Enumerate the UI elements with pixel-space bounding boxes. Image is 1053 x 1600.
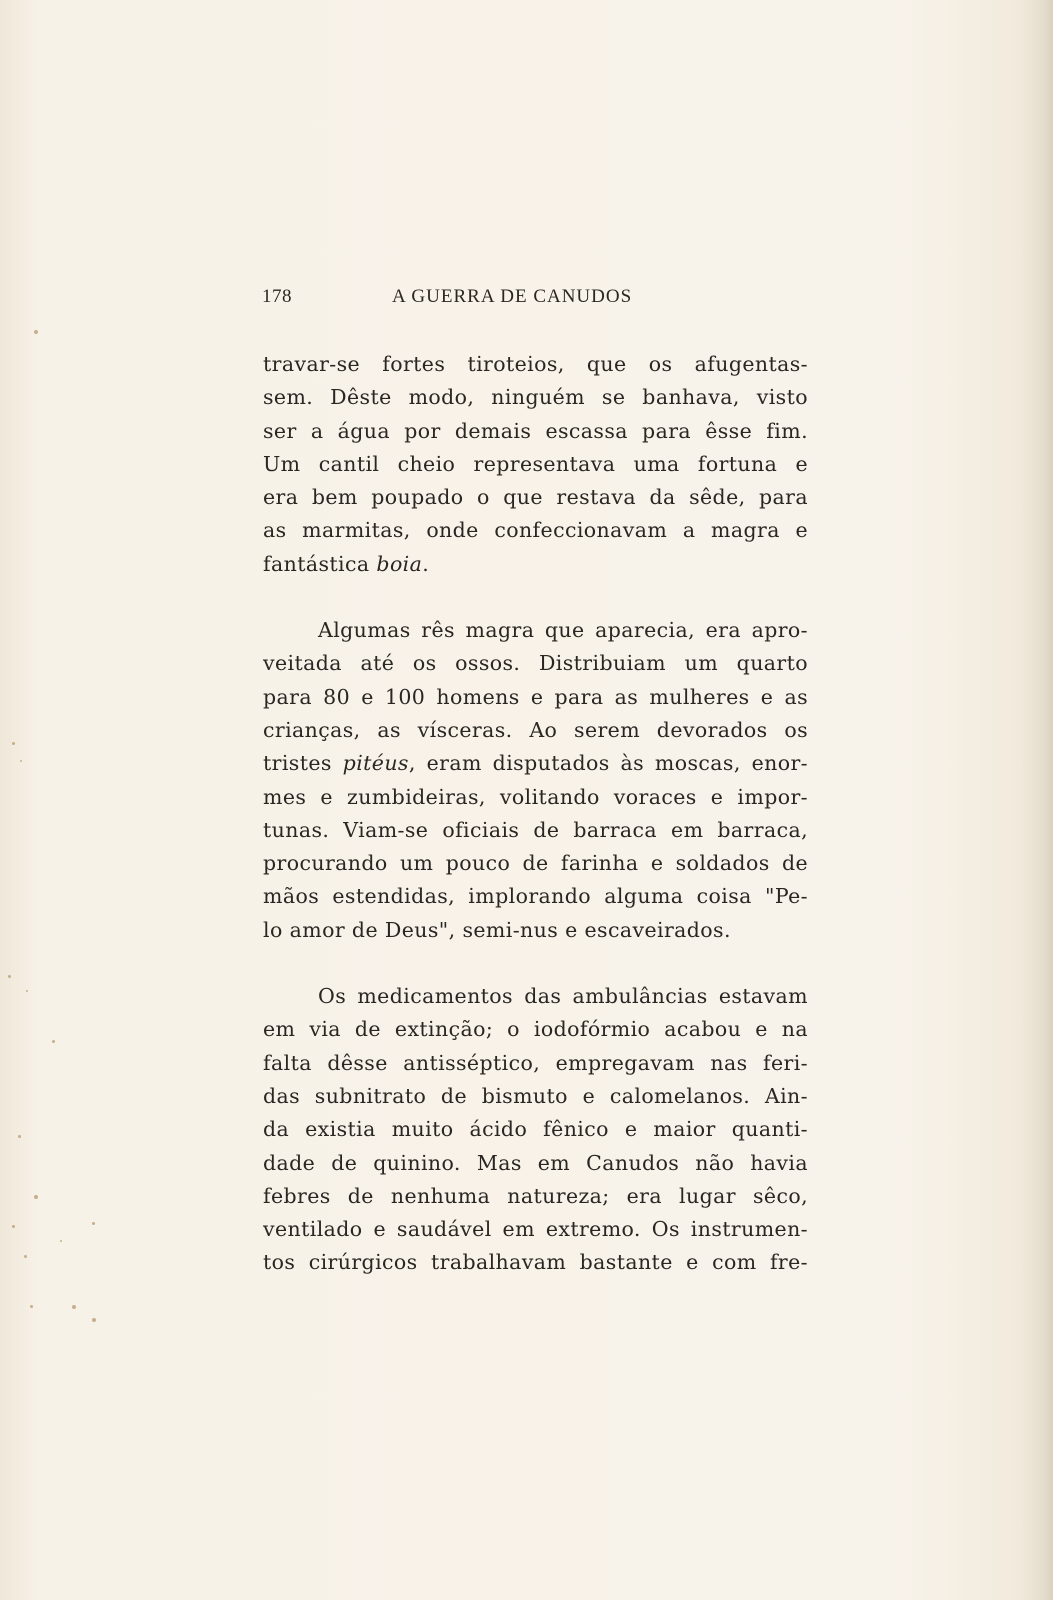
paper-speck — [34, 1195, 38, 1199]
text-fragment: tristes — [263, 751, 343, 776]
paper-speck — [30, 1305, 33, 1308]
text-line: mãos estendidas, implorando alguma coisa "Pe- — [263, 884, 808, 909]
text-line: falta dêsse antisséptico, empregavam nas feri- — [263, 1050, 808, 1075]
text-line: lo amor de Deus", semi-nus e escaveirados. — [263, 917, 731, 942]
text-line: Um cantil cheio representava uma fortuna e — [263, 451, 808, 476]
text-line: crianças, as vísceras. Ao serem devorados os — [263, 717, 808, 742]
paper-speck — [34, 330, 38, 334]
text-line: das subnitrato de bismuto e calomelanos. Ain- — [263, 1083, 808, 1108]
text-fragment: , eram disputados às moscas, enor- — [408, 751, 808, 776]
page-header — [262, 286, 822, 310]
text-line: mes e zumbideiras, volitando voraces e impor- — [263, 784, 808, 809]
text-line: ventilado e saudável em extremo. Os instrumen- — [263, 1217, 808, 1242]
body-text — [263, 348, 808, 1280]
text-line: ser a água por demais escassa para êsse fim. — [263, 418, 808, 443]
paper-speck — [72, 1305, 76, 1309]
text-line: febres de nenhuma natureza; era lugar sêco, — [263, 1183, 808, 1208]
paper-speck — [20, 760, 22, 762]
text-line: as marmitas, onde confeccionavam a magra e — [263, 518, 808, 543]
paper-speck — [92, 1318, 96, 1322]
italic-word: pitéus — [342, 751, 409, 776]
paper-speck — [60, 1240, 62, 1242]
text-line: dade de quinino. Mas em Canudos não havia — [263, 1150, 808, 1175]
text-line: sem. Dêste modo, ninguém se banhava, visto — [263, 385, 808, 410]
text-line: tunas. Viam-se oficiais de barraca em barraca, — [263, 817, 808, 842]
paper-speck — [52, 1040, 55, 1043]
text-line: veitada até os ossos. Distribuiam um quarto — [263, 651, 808, 676]
text-line — [263, 548, 808, 581]
text-fragment: . — [422, 551, 430, 576]
page-number: 178 — [262, 286, 292, 307]
running-title: A GUERRA DE CANUDOS — [392, 286, 633, 307]
text-line: Algumas rês magra que aparecia, era apro- — [318, 618, 808, 643]
paper-speck — [18, 1135, 21, 1138]
text-fragment: fantástica — [263, 551, 377, 576]
paper-speck — [24, 1255, 27, 1258]
paper-speck — [12, 742, 15, 745]
text-line — [263, 747, 808, 780]
text-line: em via de extinção; o iodofórmio acabou e na — [263, 1017, 808, 1042]
text-line: tos cirúrgicos trabalhavam bastante e com fre- — [263, 1250, 808, 1275]
paper-speck — [8, 975, 11, 978]
text-line: procurando um pouco de farinha e soldados de — [263, 851, 808, 876]
text-line: para 80 e 100 homens e para as mulheres e as — [263, 684, 808, 709]
text-line: era bem poupado o que restava da sêde, para — [263, 485, 808, 510]
text-line: travar-se fortes tiroteios, que os afugentas- — [263, 352, 808, 376]
paper-speck — [92, 1222, 95, 1225]
italic-word: boia — [376, 551, 423, 576]
text-line: da existia muito ácido fênico e maior quanti- — [263, 1117, 808, 1142]
text-line: Os medicamentos das ambulâncias estavam — [318, 984, 808, 1009]
paper-speck — [26, 990, 28, 992]
paper-speck — [12, 1225, 15, 1228]
